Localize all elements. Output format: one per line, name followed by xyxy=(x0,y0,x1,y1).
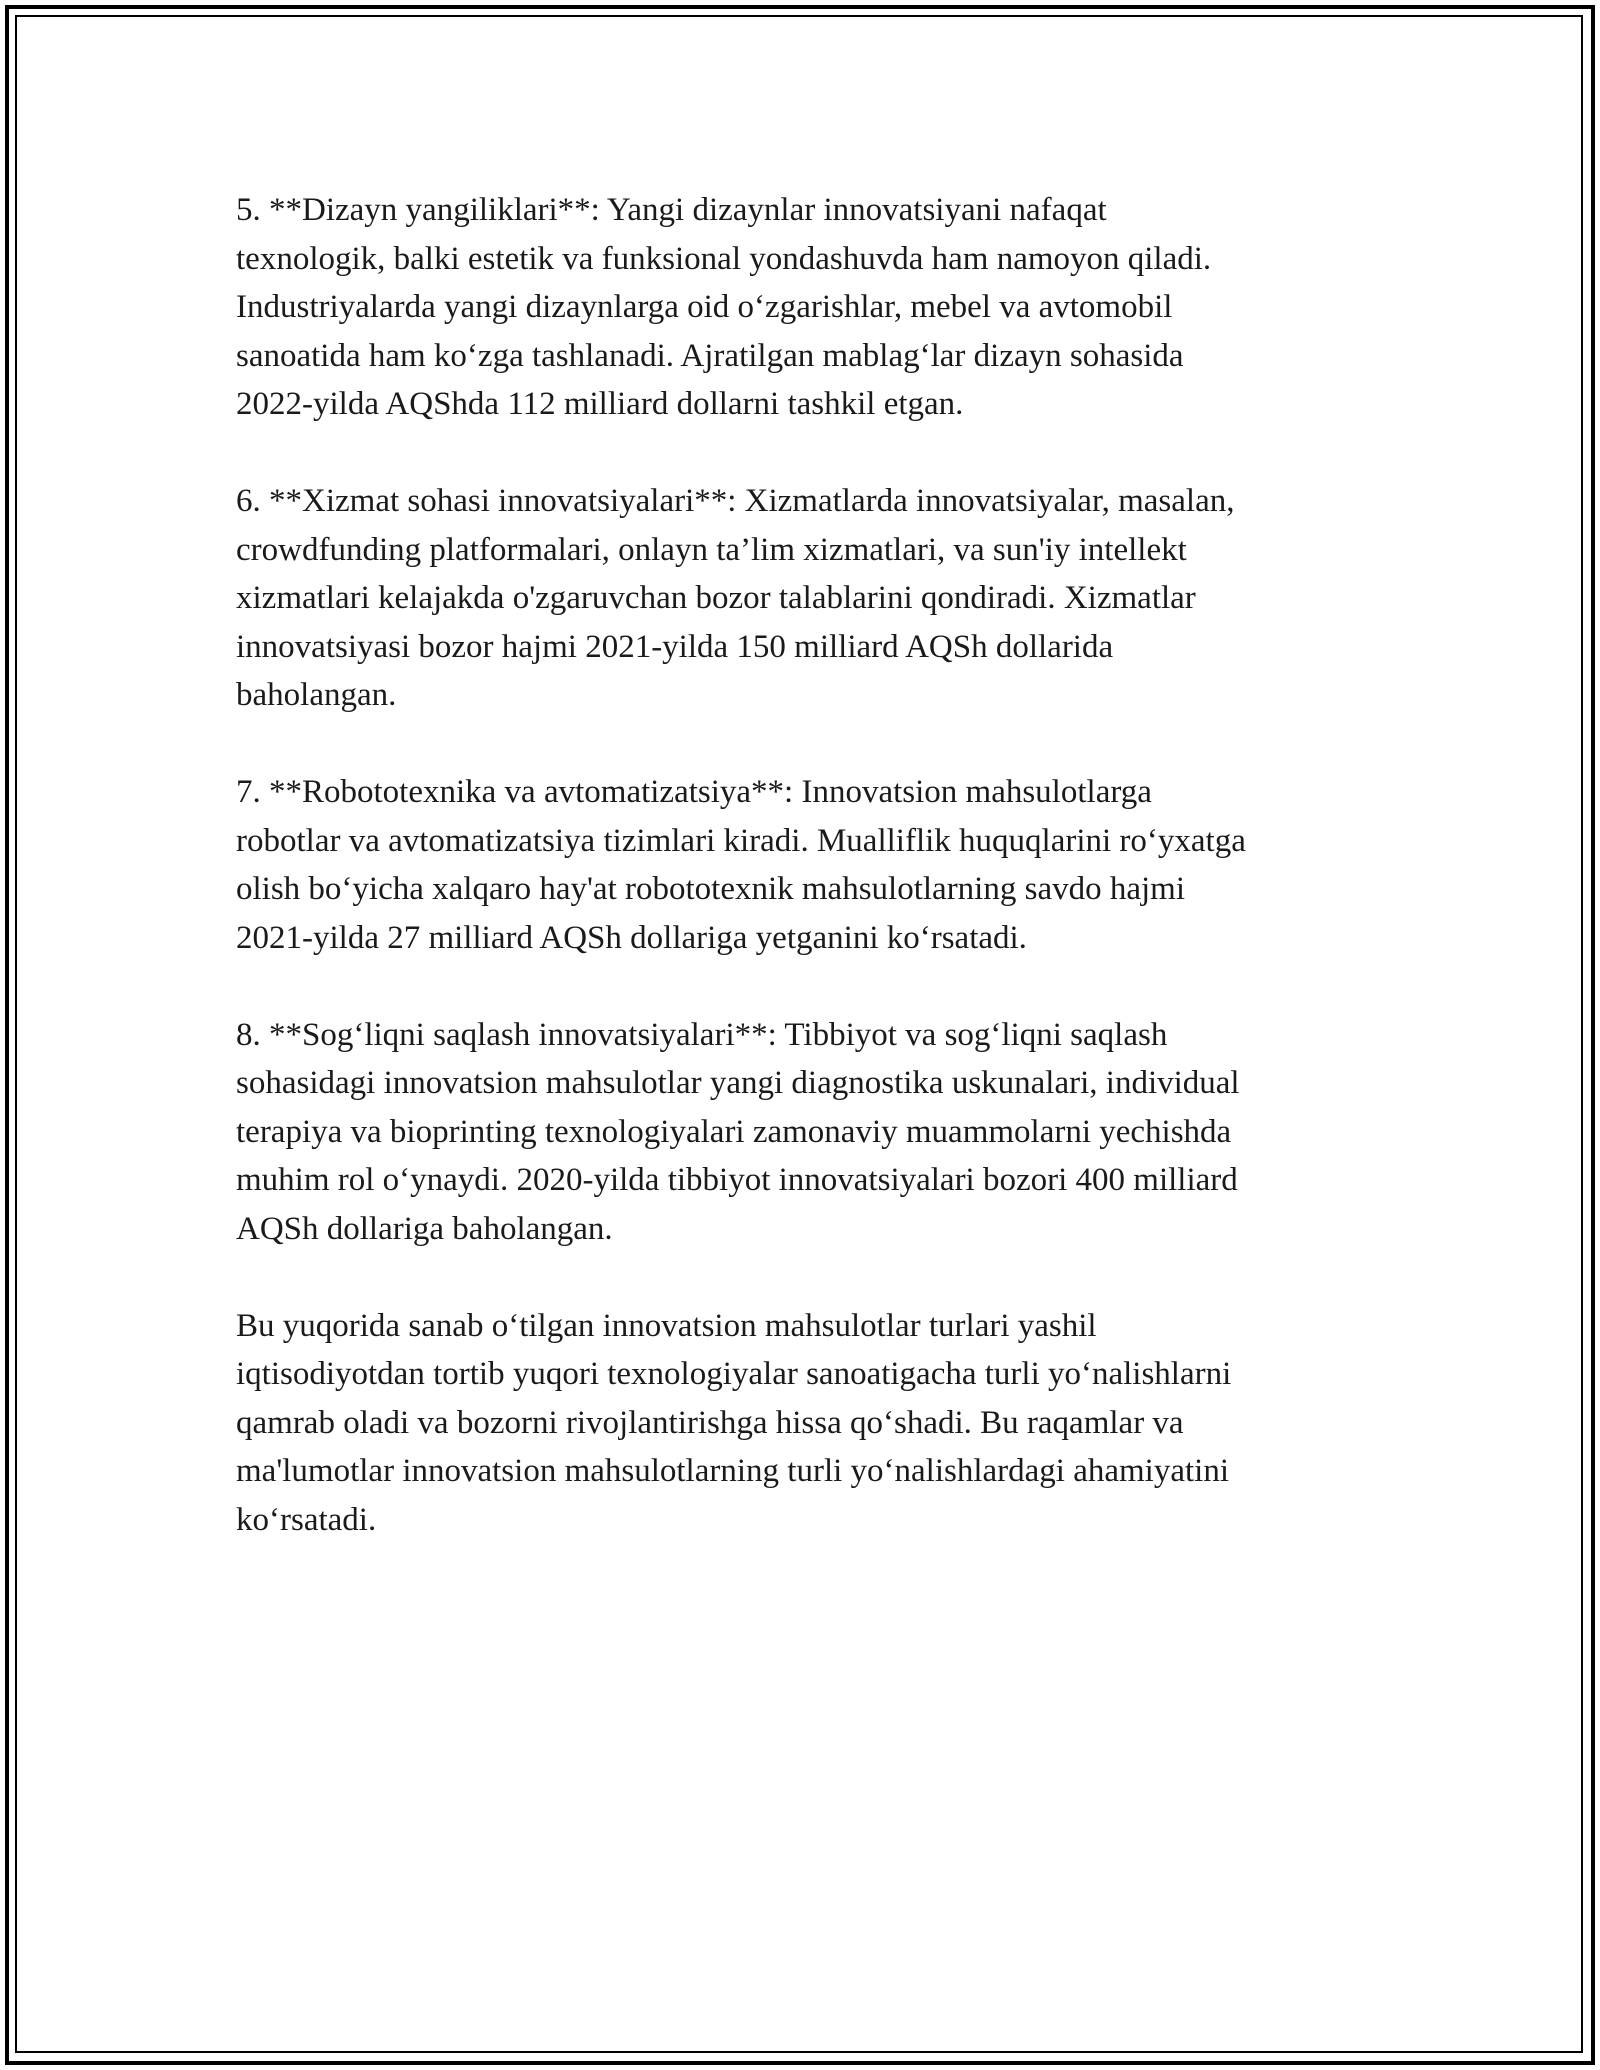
paragraph-service-innovations: 6. **Xizmat sohasi innovatsiyalari**: Xizmatlarda innovatsiyalar, masalan, crowdfunding platformalari, onlayn ta’lim xizmatlari, va sun'iy intellekt xizmatlari kelajakda o'zgaruvchan bozor talablarini qondiradi. Xizmatlar innovatsiyasi bozor hajmi 2021-yilda 150 milliard AQSh dollarida baholangan. xyxy=(236,483,1235,713)
paragraph-healthcare-innovations: 8. **Sog‘liqni saqlash innovatsiyalari**: Tibbiyot va sog‘liqni saqlash sohasidagi innovatsion mahsulotlar yangi diagnostika uskunalari, individual terapiya va bioprinting texnologiyalari zamonaviy muammolarni yechishda muhim rol o‘ynaydi. 2020-yilda tibbiyot innovatsiyalari bozori 400 milliard AQSh dollariga baholangan. xyxy=(236,1016,1240,1247)
paragraph-design-innovations: 5. **Dizayn yangiliklari**: Yangi dizaynlar innovatsiyani nafaqat texnologik, balki estetik va funksional yondashuvda ham namoyon qiladi. Industriyalarda yangi dizaynlarga oid o‘zgarishlar, mebel va avtomobil sanoatida ham ko‘zga tashlanadi. Ajratilgan mablag‘lar dizayn sohasida 2022-yilda AQShda 112 milliard dollarni tashkil etgan. xyxy=(236,192,1212,422)
paragraph-robotics-automation: 7. **Robototexnika va avtomatizatsiya**: Innovatsion mahsulotlarga robotlar va avtomatizatsiya tizimlari kiradi. Mualliflik huquqlarini ro‘yxatga olish bo‘yicha xalqaro hay'at robototexnik mahsulotlarning savdo hajmi 2021-yilda 27 milliard AQSh dollariga yetganini ko‘rsatadi. xyxy=(236,774,1246,956)
paragraph-conclusion: Bu yuqorida sanab o‘tilgan innovatsion mahsulotlar turlari yashil iqtisodiyotdan tortib yuqori texnologiyalar sanoatigacha turli yo‘nalishlarni qamrab oladi va bozorni rivojlantirishga hissa qo‘shadi. Bu raqamlar va ma'lumotlar innovatsion mahsulotlarning turli yo‘nalishlardagi ahamiyatini ko‘rsatadi. xyxy=(236,1307,1232,1538)
document-body xyxy=(236,186,1386,1593)
